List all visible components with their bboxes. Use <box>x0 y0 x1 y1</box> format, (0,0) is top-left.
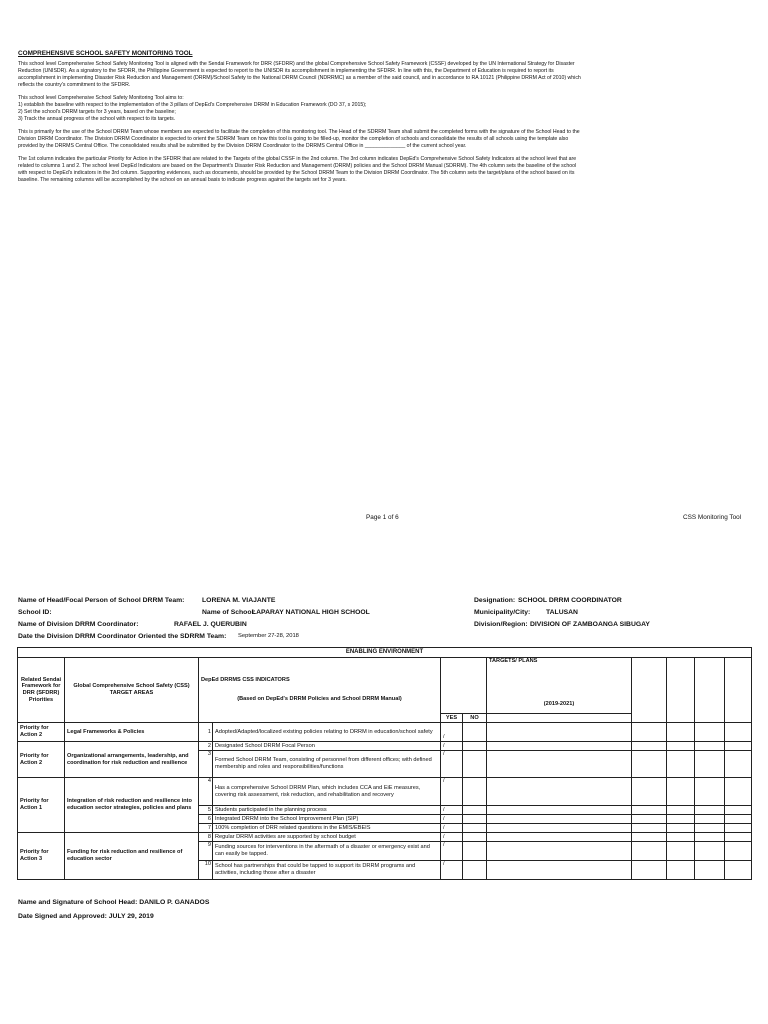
text-line: baseline. The remaining columns will be accomplished by the school on an annual basis to indicate progress against the targets set for 3 years. <box>18 177 347 183</box>
indicator-number: 4 <box>199 778 213 806</box>
indicator-number: 9 <box>199 842 213 861</box>
text-line: Reduction (UNISDR). As a signatory to the SFDRR, the Philippine Government is expected to report to the UNISDR its accomplishment in implementing the SFDRR. In line with this, the Department of Education is required to report its <box>18 68 554 74</box>
progress-cell <box>667 742 695 751</box>
intro-paragraph-4 <box>18 156 750 184</box>
no-cell <box>463 824 487 833</box>
progress-cell <box>725 815 752 824</box>
progress-cell <box>632 833 667 842</box>
indicator-text: Formed School DRRM Team, consisting of personnel from different offices; with defined membership and roles and responsibilities/functions <box>213 751 441 778</box>
text-line: This is primarily for the use of the School DRRM Team whose members are expected to facilitate the completion of this monitoring tool. The Head of the SDRRM Team shall submit the completed forms with the signature of the School Head to the <box>18 129 580 135</box>
head-label: Name of Head/Focal Person of School DRRM Team: <box>18 597 185 604</box>
text-line: 3) Track the annual progress of the school with respect to its targets. <box>18 116 176 122</box>
indicators-subtitle: (Based on DepEd's DRRM Policies and School DRRM Manual) <box>237 696 402 702</box>
progress-cell <box>725 806 752 815</box>
orientation-date-label: Date the Division DRRM Coordinator Oriented the SDRRM Team: <box>18 633 227 640</box>
progress-cell <box>632 723 667 742</box>
progress-cell <box>725 751 752 778</box>
yes-mark: / <box>441 778 463 806</box>
indicator-number: 3 <box>199 751 213 778</box>
target-area-cell: Legal Frameworks & Policies <box>65 723 199 742</box>
progress-column-1 <box>632 658 667 723</box>
text-line: The 1st column indicates the particular Priority for Action in the SFDRR that are related to the Targets of the global CSSF in the 2nd column. The 3rd column indicates DepEd's Comprehensive School Safety Indicators at the school level that are <box>18 156 577 162</box>
municipality-label: Municipality/City: <box>474 609 531 616</box>
text-line: reflects the country's commitment to the SFDRR. <box>18 82 131 88</box>
header-row-1 <box>18 597 750 608</box>
school-id-label: School ID: <box>18 609 52 616</box>
text-line: accomplishment in implementing Disaster Risk Reduction and Management (DRRM)/School Safety to the National DRRM Council (NDRRMC) as a member of the said council, and in accordance to RA 10121 (Philippine DRRM Act of 2010) which <box>18 75 581 81</box>
progress-cell <box>632 742 667 751</box>
intro-paragraph-1 <box>18 61 750 89</box>
target-cell <box>487 742 632 751</box>
progress-cell <box>667 861 695 880</box>
indicator-number: 1 <box>199 723 213 742</box>
yes-mark: / <box>441 861 463 880</box>
progress-cell <box>695 833 725 842</box>
progress-cell <box>632 806 667 815</box>
progress-cell <box>632 751 667 778</box>
text-line: 2) Set the school's DRRM targets for 3 years, based on the baseline; <box>18 109 176 115</box>
target-area-cell: Integration of risk reduction and resilience into education sector strategies, policies and plans <box>65 778 199 833</box>
progress-cell <box>695 815 725 824</box>
designation-value: SCHOOL DRRM COORDINATOR <box>518 597 622 604</box>
footer-tool-name: CSS Monitoring Tool <box>683 514 742 521</box>
progress-cell <box>667 778 695 806</box>
text-line: This school level Comprehensive School Safety Monitoring Tool is aligned with the Sendai Framework for DRR (SFDRR) and the global Comprehensive School Safety Framework (CSSF) developed by the UN International Strategy for Disaster <box>18 61 575 67</box>
progress-cell <box>667 815 695 824</box>
text-line: This school level Comprehensive School Safety Monitoring Tool aims to: <box>18 95 184 101</box>
target-cell <box>487 778 632 806</box>
school-name-value: LAPARAY NATIONAL HIGH SCHOOL <box>252 609 370 616</box>
designation-label: Designation: <box>474 597 516 604</box>
progress-cell <box>725 833 752 842</box>
division-value: DIVISION OF ZAMBOANGA SIBUGAY <box>530 621 650 628</box>
school-name-label: Name of School: <box>202 609 256 616</box>
column-header-css-target: Global Comprehensive School Safety (CSS) TARGET AREAS <box>65 658 199 723</box>
baseline-header <box>441 658 487 714</box>
indicator-number: 2 <box>199 742 213 751</box>
priority-cell: Priority for Action 1 <box>18 778 65 833</box>
progress-cell <box>632 861 667 880</box>
target-cell <box>487 806 632 815</box>
indicator-number: 10 <box>199 861 213 880</box>
progress-cell <box>725 824 752 833</box>
progress-cell <box>725 842 752 861</box>
progress-cell <box>695 742 725 751</box>
target-cell <box>487 842 632 861</box>
text-line: Division DRRM Coordinator. The Division DRRM Coordinator is expected to orient the SDRRM Team on how this tool is going to be filled-up, monitor the completion of schools and consolidate the results of all schools using the template also <box>18 136 569 142</box>
text-line: 1) establish the baseline with respect to the implementation of the 3 pillars of DepEd's Comprehensive DRRM in Education Framework (DO 37, s 2015); <box>18 102 367 108</box>
intro-paragraph-2 <box>18 95 750 123</box>
priority-cell: Priority for Action 2 <box>18 742 65 778</box>
indicator-number: 7 <box>199 824 213 833</box>
progress-cell <box>695 723 725 742</box>
no-cell <box>463 806 487 815</box>
target-cell <box>487 833 632 842</box>
progress-cell <box>632 824 667 833</box>
date-signed <box>18 913 154 920</box>
targets-years: (2019-2021) <box>543 700 575 707</box>
text-line: with respect to DepEd's indicators in the 3rd column. Supporting evidences, such as documents, should be provided by the School DRRM Team to the Division DRRM Coordinator. The 5th column sets the target/plans of the school based on its <box>18 170 575 176</box>
target-cell <box>487 751 632 778</box>
progress-cell <box>695 842 725 861</box>
progress-cell <box>725 861 752 880</box>
intro-section <box>18 50 750 190</box>
school-head-label: Name and Signature of School Head: <box>18 899 138 906</box>
progress-cell <box>667 806 695 815</box>
header-row-4 <box>18 633 750 644</box>
progress-column-3 <box>695 658 725 723</box>
indicators-title: DepEd DRRMS CSS INDICATORS <box>201 677 290 684</box>
progress-column-4 <box>725 658 752 723</box>
text-line: provided by the DRRMS Central Office. The consolidated results shall be submitted by the Division DRRM Coordinator to the DRRMS Central Office in ______________ of the current school year. <box>18 143 467 149</box>
enabling-environment-table <box>17 647 752 880</box>
priority-cell: Priority for Action 2 <box>18 723 65 742</box>
progress-cell <box>667 723 695 742</box>
target-cell <box>487 824 632 833</box>
no-cell <box>463 833 487 842</box>
targets-header <box>487 658 632 714</box>
intro-paragraph-3 <box>18 129 750 150</box>
progress-cell <box>695 806 725 815</box>
targets-title: TARGETS/ PLANS <box>489 658 538 664</box>
yes-mark: / <box>441 806 463 815</box>
indicator-text: Designated School DRRM Focal Person <box>213 742 441 751</box>
page-number: Page 1 of 6 <box>366 514 399 521</box>
progress-cell <box>632 778 667 806</box>
no-cell <box>463 751 487 778</box>
head-value: LORENA M. VIAJANTE <box>202 597 276 604</box>
indicator-text: Funding sources for interventions in the aftermath of a disaster or emergency exist and can easily be tapped. <box>213 842 441 861</box>
progress-cell <box>667 824 695 833</box>
yes-mark: / <box>441 824 463 833</box>
text-line: related to columns 1 and 2. The school level DepEd Indicators are based on the Department's Disaster Risk Reduction and Management (DRRM) policies and the School DRRM Manual (SDRRM). The 4th column sets the baseline of the school <box>18 163 577 169</box>
progress-cell <box>632 815 667 824</box>
division-coordinator-label: Name of Division DRRM Coordinator: <box>18 621 139 628</box>
indicator-text: Adopted/Adapted/localized existing policies relating to DRRM in education/school safety <box>213 723 441 742</box>
progress-cell <box>725 778 752 806</box>
no-cell <box>463 815 487 824</box>
division-label: Division/Region: <box>474 621 528 628</box>
indicator-number: 6 <box>199 815 213 824</box>
yes-mark: / <box>441 751 463 778</box>
no-cell <box>463 742 487 751</box>
indicator-text: School has partnerships that could be tapped to support its DRRM programs and activities, including those after a disaster <box>213 861 441 880</box>
indicator-text: Regular DRRM activities are supported by school budget <box>213 833 441 842</box>
date-signed-value: JULY 29, 2019 <box>108 913 154 920</box>
progress-cell <box>667 833 695 842</box>
no-cell <box>463 778 487 806</box>
progress-cell <box>695 751 725 778</box>
target-cell <box>487 723 632 742</box>
header-row-3 <box>18 621 750 632</box>
school-head-signature <box>18 899 209 906</box>
progress-cell <box>695 824 725 833</box>
yes-header: YES <box>441 714 463 723</box>
progress-cell <box>695 778 725 806</box>
target-area-cell: Funding for risk reduction and resilience of education sector <box>65 833 199 880</box>
school-head-value: DANILO P. GANADOS <box>139 899 210 906</box>
yes-mark: / <box>441 833 463 842</box>
indicator-number: 5 <box>199 806 213 815</box>
target-cell <box>487 861 632 880</box>
progress-cell <box>725 723 752 742</box>
indicator-text: Integrated DRRM into the School Improvement Plan (SIP) <box>213 815 441 824</box>
no-cell <box>463 723 487 742</box>
targets-blank <box>487 714 632 723</box>
header-row-2 <box>18 609 750 620</box>
priority-cell: Priority for Action 3 <box>18 833 65 880</box>
date-signed-label: Date Signed and Approved: <box>18 913 107 920</box>
yes-mark: / <box>441 842 463 861</box>
target-cell <box>487 815 632 824</box>
yes-mark: / <box>441 815 463 824</box>
no-cell <box>463 861 487 880</box>
division-coordinator-value: RAFAEL J. QUERUBIN <box>174 621 247 628</box>
progress-cell <box>695 861 725 880</box>
no-header: NO <box>463 714 487 723</box>
progress-cell <box>725 742 752 751</box>
column-header-sfdrr: Related Sendai Framework for DRR (SFDRR) Priorities <box>18 658 65 723</box>
yes-mark: / <box>441 742 463 751</box>
column-header-indicators <box>199 658 441 723</box>
indicator-number: 8 <box>199 833 213 842</box>
progress-cell <box>632 842 667 861</box>
section-title: ENABLING ENVIRONMENT <box>18 648 752 658</box>
progress-column-2 <box>667 658 695 723</box>
municipality-value: TALUSAN <box>546 609 578 616</box>
progress-cell <box>667 842 695 861</box>
intro-title: COMPREHENSIVE SCHOOL SAFETY MONITORING TOOL <box>18 50 193 57</box>
indicator-text: Has a comprehensive School DRRM Plan, which includes CCA and EiE measures, covering risk assessment, risk reduction, and rehabilitation and recovery <box>213 778 441 806</box>
indicator-text: 100% completion of DRR related questions in the EMIS/EBEIS <box>213 824 441 833</box>
progress-cell <box>667 751 695 778</box>
indicator-text: Students participated in the planning process <box>213 806 441 815</box>
yes-mark: / <box>441 723 463 742</box>
no-cell <box>463 842 487 861</box>
orientation-date-value: September 27-28, 2018 <box>238 633 299 639</box>
target-area-cell: Organizational arrangements, leadership, and coordination for risk reduction and resilience <box>65 742 199 778</box>
